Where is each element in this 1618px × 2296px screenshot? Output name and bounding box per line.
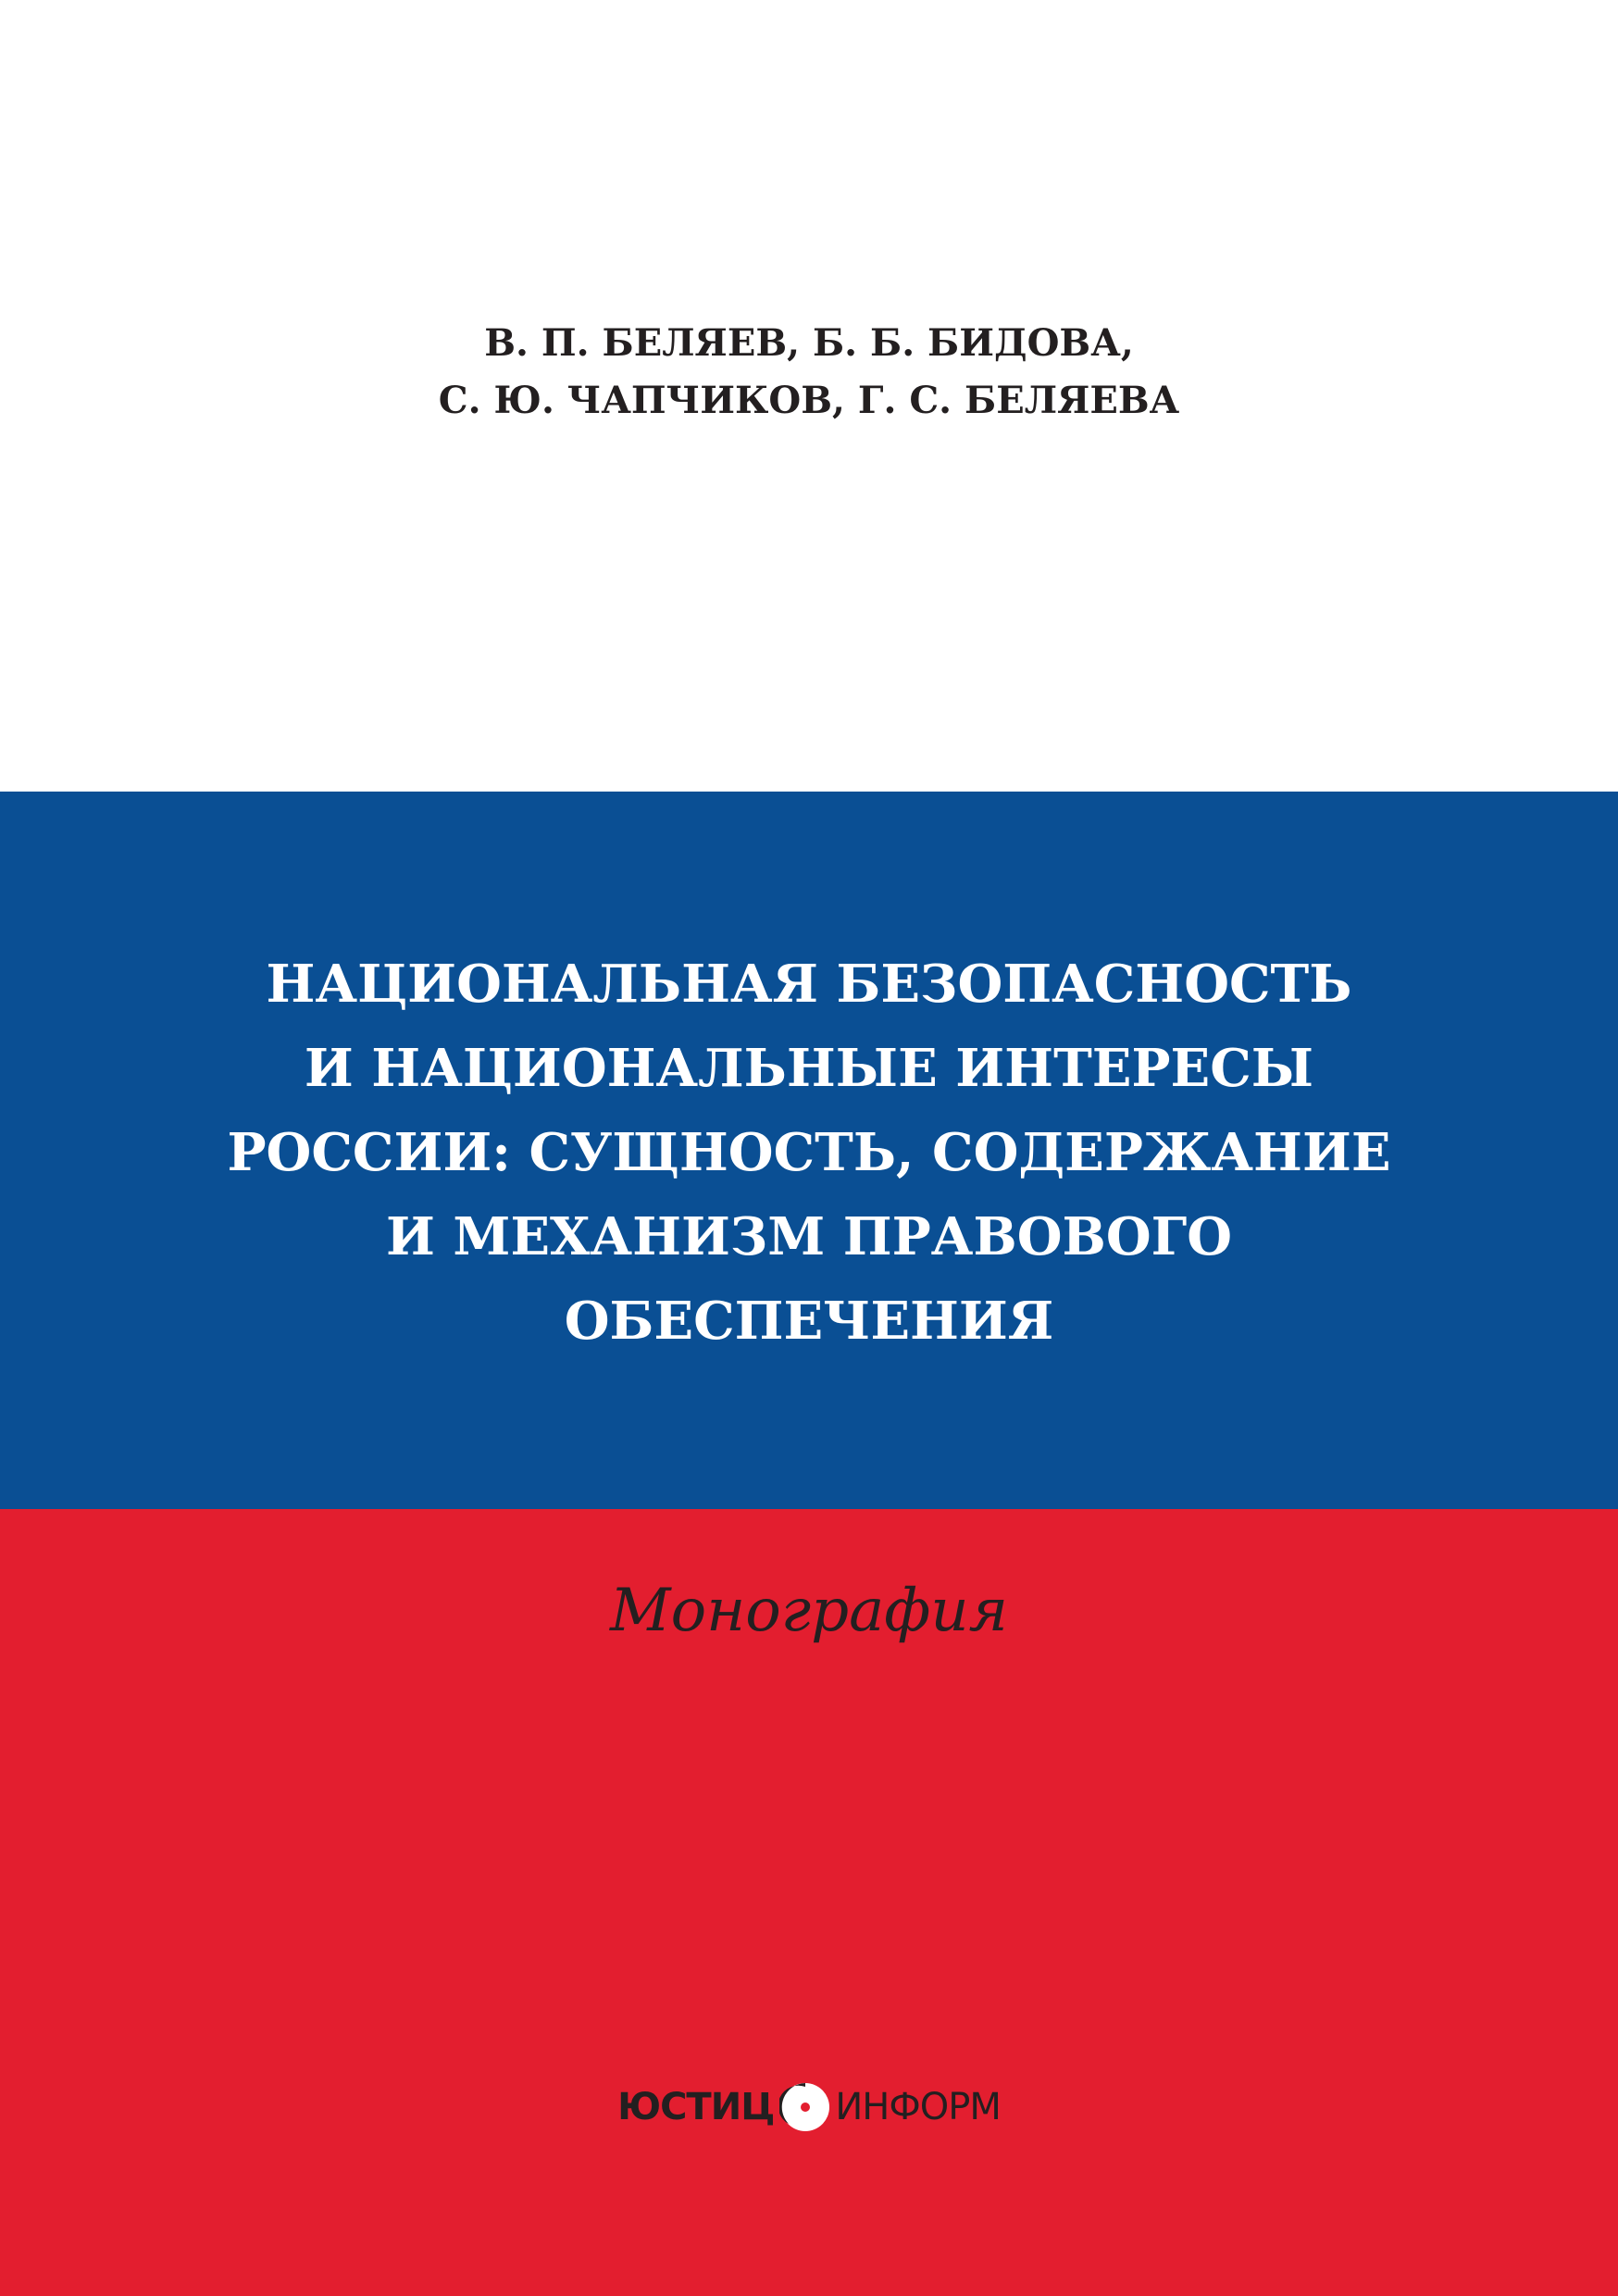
- publisher-logo-icon: [779, 2081, 831, 2133]
- title-line-2: И НАЦИОНАЛЬНЫЕ ИНТЕРЕСЫ: [304, 1038, 1314, 1099]
- publisher-name-part1: ЮСТИЦ: [617, 2086, 775, 2128]
- title-line-1: НАЦИОНАЛЬНАЯ БЕЗОПАСНОСТЬ: [266, 954, 1352, 1015]
- authors-line-2: С. Ю. ЧАПЧИКОВ, Г. С. БЕЛЯЕВА: [438, 379, 1180, 422]
- book-title: [0, 942, 1618, 1364]
- authors-line-1: В. П. БЕЛЯЕВ, Б. Б. БИДОВА,: [484, 321, 1134, 365]
- publisher-logo: [0, 2081, 1618, 2133]
- genre-label: Монография: [610, 1577, 1008, 1645]
- title-line-4: И МЕХАНИЗМ ПРАВОВОГО: [385, 1206, 1233, 1267]
- title-line-5: ОБЕСПЕЧЕНИЯ: [564, 1291, 1054, 1352]
- publisher-name-part2: ИНФОРМ: [835, 2086, 1001, 2128]
- title-line-3: РОССИИ: СУЩНОСТЬ, СОДЕРЖАНИЕ: [227, 1122, 1391, 1183]
- authors: [0, 315, 1618, 430]
